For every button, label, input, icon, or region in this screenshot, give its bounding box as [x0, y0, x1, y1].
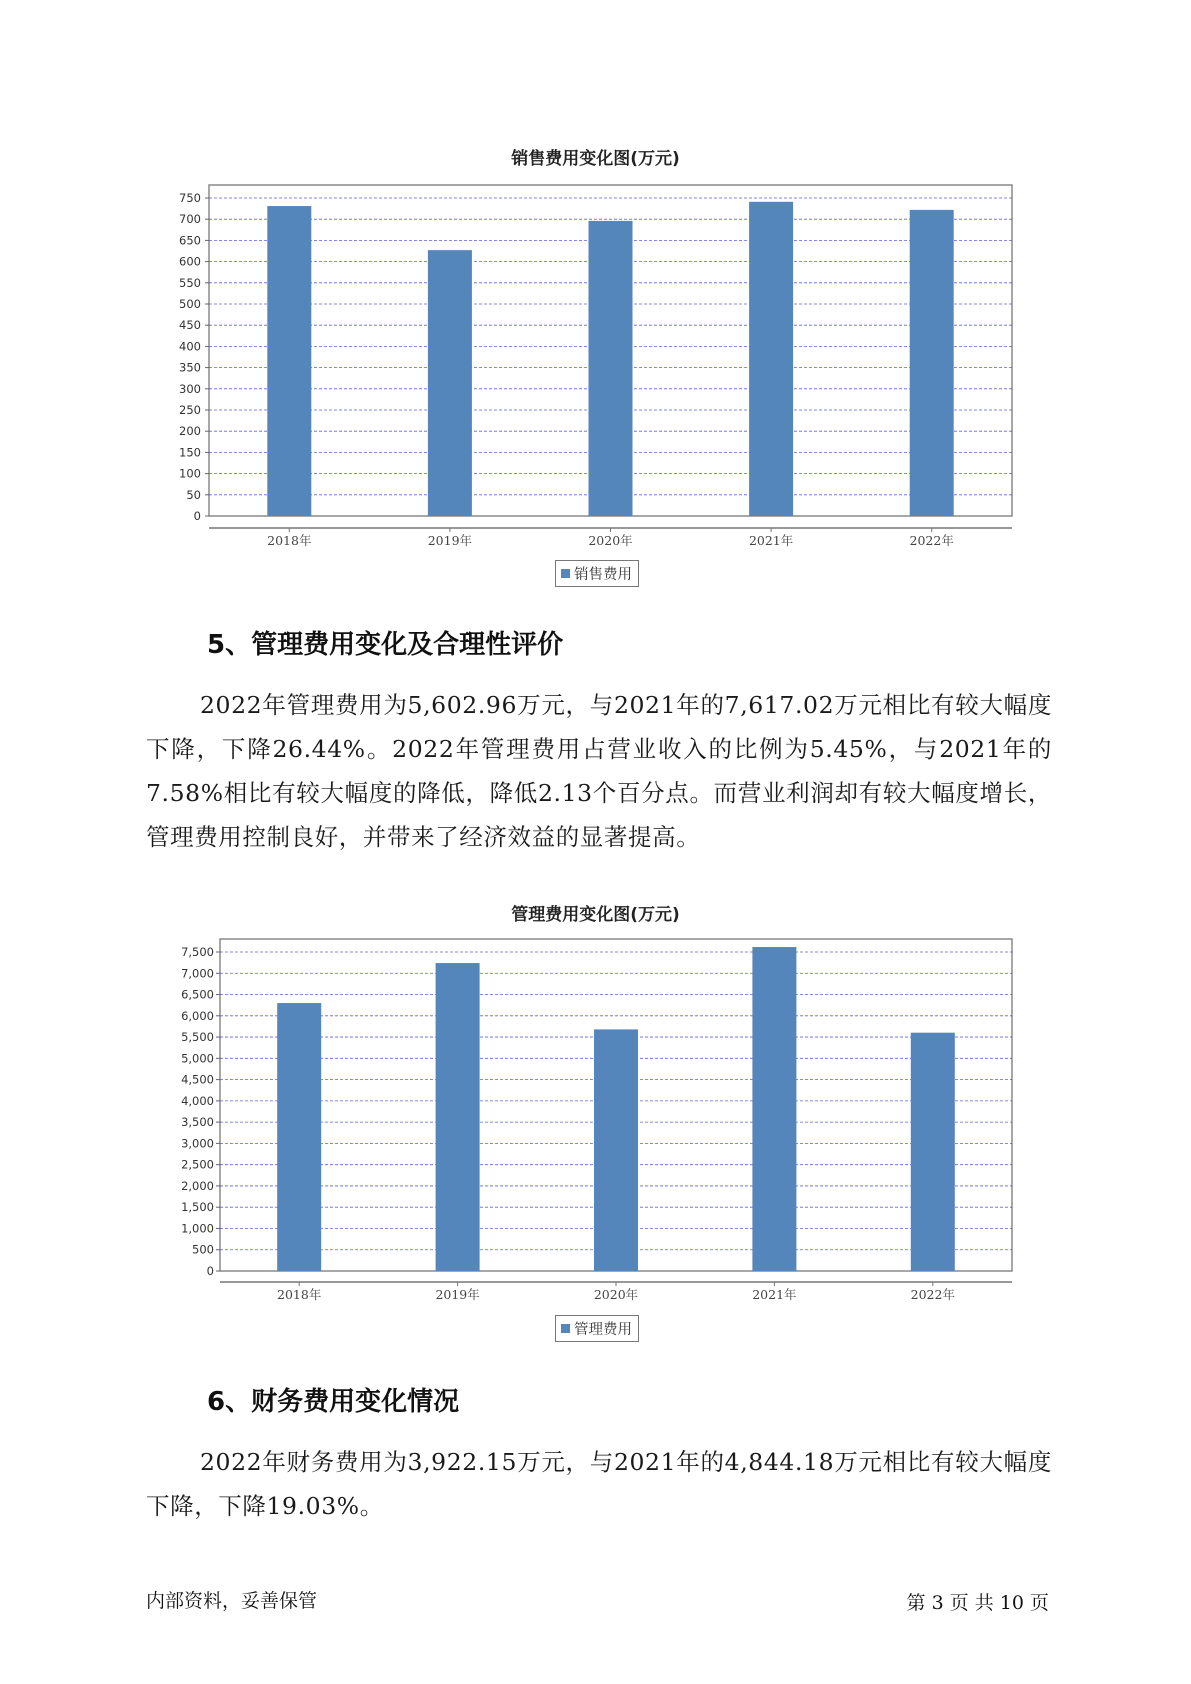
chart-2-y-tick-label: 3,000 [181, 1136, 214, 1151]
chart-1-title: 销售费用变化图(万元) [511, 149, 680, 169]
chart-1-y-tick-label: 250 [179, 403, 201, 417]
footer-page-number: 第 3 页 共 10 页 [906, 1592, 1049, 1614]
chart-2-y-tick-label: 1,000 [181, 1221, 214, 1236]
chart-1-y-tick-label: 700 [179, 212, 201, 227]
chart-2-y-tick-label: 2,000 [181, 1178, 214, 1193]
chart-1-x-tick-label: 2018年 [267, 533, 312, 548]
legend-swatch-icon [561, 1324, 570, 1333]
chart-1-y-tick-label: 150 [179, 445, 201, 460]
section-5-heading: 5、管理费用变化及合理性评价 [207, 630, 564, 660]
chart-2-y-tick-label: 6,000 [181, 1008, 214, 1023]
chart-2-x-tick-label: 2022年 [910, 1287, 955, 1302]
chart-2-title: 管理费用变化图(万元) [511, 905, 680, 925]
chart-2-bar-2020年 [594, 1029, 638, 1271]
chart-1-y-tick-label: 200 [179, 424, 201, 439]
chart-1-y-tick-label: 650 [179, 233, 201, 248]
chart-1-x-tick-label: 2020年 [588, 533, 633, 548]
chart-2-y-tick-label: 4,000 [181, 1093, 214, 1108]
chart-2-y-tick-label: 4,500 [181, 1072, 214, 1087]
footer-confidential-note: 内部资料，妥善保管 [146, 1590, 318, 1612]
chart-2-bar-2018年 [277, 1003, 321, 1271]
chart-1-y-tick-label: 300 [179, 381, 201, 396]
chart-2-x-tick-label: 2018年 [277, 1287, 322, 1302]
chart-2-y-tick-label: 7,500 [181, 945, 214, 959]
chart-2-y-tick-label: 5,000 [181, 1051, 214, 1066]
chart-1-x-tick-label: 2022年 [909, 533, 954, 548]
chart-2-y-tick-label: 500 [192, 1242, 214, 1257]
chart-1-y-tick-label: 450 [179, 318, 201, 333]
chart-2-bar-2021年 [752, 947, 796, 1271]
chart-1-y-tick-label: 550 [179, 275, 201, 290]
chart-1-x-tick-label: 2019年 [427, 533, 473, 548]
chart-1-x-tick-label: 2021年 [748, 533, 794, 548]
chart-1-y-tick-label: 750 [179, 191, 201, 205]
chart-2-y-tick-label: 5,500 [181, 1030, 214, 1045]
chart-1-y-tick-label: 350 [179, 360, 201, 375]
chart-1-y-tick-label: 0 [193, 509, 201, 523]
section-6-paragraph: 2022年财务费用为3,922.15万元，与2021年的4,844.18万元相比有较大幅度下降，下降19.03%。 [146, 1448, 1052, 1520]
chart-1-y-tick-label: 500 [179, 297, 201, 311]
chart-2-y-tick-label: 2,500 [181, 1157, 214, 1172]
chart-1-y-tick-label: 600 [179, 254, 201, 269]
chart-1-y-tick-label: 400 [179, 339, 201, 354]
chart-2-bar-2019年 [436, 963, 480, 1271]
chart-1-y-tick-label: 50 [186, 487, 201, 502]
chart-2-y-tick-label: 1,500 [181, 1200, 214, 1215]
chart-2-y-tick-label: 6,500 [181, 987, 214, 1002]
chart-2-y-tick-label: 3,500 [181, 1115, 214, 1130]
section-5-paragraph: 2022年管理费用为5,602.96万元，与2021年的7,617.02万元相比有较大幅度下降，下降26.44%。2022年管理费用占营业收入的比例为5.45%，与2021年的7.58%相比有较大幅度的降低，降低2.13个百分点。而营业利润却有较大幅度增长，管理费用控制良好，并带来了经济效益的显著提高。 [146, 691, 1052, 851]
chart-2-y-tick-label: 0 [206, 1264, 214, 1278]
chart-2-x-tick-label: 2019年 [435, 1287, 480, 1302]
chart-1-legend-label: 销售费用 [574, 567, 632, 583]
chart-2-legend [555, 1315, 639, 1342]
chart-2-bar-2022年 [911, 1033, 955, 1271]
chart-1-y-tick-label: 100 [179, 466, 201, 481]
chart-2-x-tick-label: 2020年 [593, 1287, 639, 1302]
section-6-heading: 6、财务费用变化情况 [207, 1387, 460, 1417]
chart-2-y-tick-label: 7,000 [181, 966, 214, 981]
chart-2-legend-label: 管理费用 [574, 1322, 632, 1338]
chart-2-x-tick-label: 2021年 [752, 1287, 797, 1302]
